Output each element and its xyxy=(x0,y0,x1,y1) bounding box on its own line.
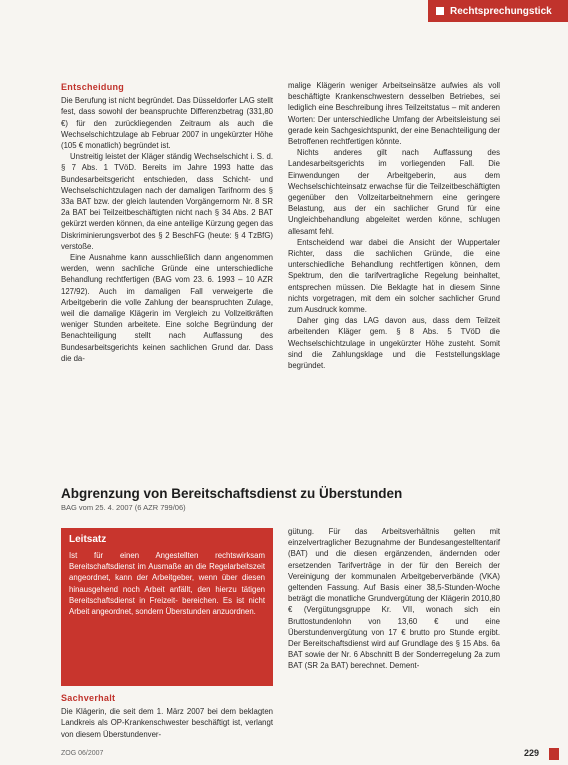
section-tab-label: Rechtsprechungstick xyxy=(450,5,552,17)
paragraph: Eine Ausnahme kann ausschließlich dann angenommen werden, wenn sachliche Gründe eine unterschiedliche Behandlung rechtfertigen (BAG vom 23. 6. 1993 – 10 AZR 127/92). Auch im damaligen Fall verweigerte die Arbeitgeberin die volle Zahlung der beanspruchten Zulage, weil die damalige Klägerin im Vergleich zu Vollzeitkräften weniger Stunden arbeitete. Eine solche Begründung der Benachteiligung stellt nach Auffassung des Bundesarbeitsgerichts keinen sachlichen Grund dar. Dass die da- xyxy=(61,253,273,363)
journal-issue: ZOG 06/2007 xyxy=(61,750,104,757)
page-marker xyxy=(549,748,559,760)
paragraph: malige Klägerin weniger Arbeitseinsätze aufwies als voll beschäftigte Krankenschwestern desselben Betriebes, sei lediglich eine Beschreibung ihres Teilzeitstatus – mit anderen Worten: Der unterschiedliche Umfang der Arbeitsleistung sei gerade kein Sachgesichtspunkt, der eine Benachteiligung der Betroffenen rechtfertigen könnte. xyxy=(288,81,500,147)
paragraph: Die Berufung ist nicht begründet. Das Düsseldorfer LAG stellt fest, dass sowohl der beanspruchte Differenzbetrag (331,80 €) für den zurückliegenden Zeitraum als auch die Wechselschichtzulage ab Februar 2007 in ungekürzter Höhe (105 € monatlich) begründet ist. xyxy=(61,96,273,151)
article-citation: BAG vom 25. 4. 2007 (6 AZR 799/06) xyxy=(61,503,186,512)
leitsatz-label: Leitsatz xyxy=(69,534,107,545)
paragraph: Entscheidend war dabei die Ansicht der Wuppertaler Richter, dass die sachlichen Gründe, die eine unterschiedliche Behandlung rechtfertigen können, dem Spektrum, den die tarifvertragliche Regelung beinhaltet, entsprechen müssen. Die Beklagte hat in diesem Sinne nichts vorgetragen, mit dem ein solcher sachlicher Grund zum Ausdruck komme. xyxy=(288,237,500,315)
paragraph: Die Klägerin, die seit dem 1. März 2007 bei dem beklagten Landkreis als OP-Krankenschwester beschäftigt ist, verlangt von diesem Überstundenver- xyxy=(61,707,273,739)
entscheidung-left-column xyxy=(61,82,273,364)
page-number: 229 xyxy=(524,748,540,758)
paragraph: gütung. Für das Arbeitsverhältnis gelten mit einzelvertraglicher Bezugnahme der Bundesangestelltentarif (BAT) und die diesen ergänzenden, ändernden oder ersetzenden Tarifverträge in der für den Bereich der Vereinigung der kommunalen Arbeitgeberverbände (VKA) geltenden Fassung. Auf Basis einer 38,5-Stunden-Woche beträgt die monatliche Grundvergütung der Klägerin 2010,80 € (Vergütungsgruppe Kr. VII, wonach sich ein Bruttostundenlohn von 13,60 € und eine Überstundenvergütung von 17 € brutto pro Stunde ergibt. Der Bereitschaftsdienst wird auf Grundlage des § 15 Abs. 6a BAT sowie der Nr. 6 Abschnitt B der Sonderregelung 2a zum BAT (SR 2a BAT) berechnet. Dement- xyxy=(288,527,500,671)
paragraph: Unstreitig leistet der Kläger ständig Wechselschicht i. S. d. § 7 Abs. 1 TVöD. Bereits im Jahre 1993 hatte das Bundesarbeitsgericht entschieden, dass Schicht- und Wechselschichtzulagen nach der damaligen Tarifnorm des § 33a BAT bzw. der gleich lautenden Vorgängernorm Nr. 8 SR 2a BAT bei Teilzeitbeschäftigten nicht nach § 34 Abs. 2 BAT gekürzt werden können, da eine anteilige Kürzung gegen das Diskriminierungsverbot des § 2 BeschFG (heute: § 4 TzBfG) verstoße. xyxy=(61,152,273,251)
section-heading: Sachverhalt xyxy=(61,693,116,703)
paragraph: Nichts anderes gilt nach Auffassung des Landesarbeitsgerichts im vorliegenden Fall. Die Einwendungen der Arbeitgeberin, aus dem Wechselschichteinsatz erwachse für die Teilzeitbeschäftigten gegenüber den Vollzeitarbeitnehmern eine geringere Belastung, aus der ein sachlicher Grund für eine Ungleichbehandlung abgeleitet werden könne, schlugen allesamt fehl. xyxy=(288,148,500,236)
leitsatz-text: Ist für einen Angestellten rechtswirksam Bereitschaftsdienst im Ausmaße an die Regelarbeitszeit angeordnet, kann der Arbeitgeber, wenn über diesen hinausgehend noch Arbeit anfällt, den hierzu tätigen Bereitschaftsdienst in Freizeit- bereichen. Es ist nicht Arbeit angeordnet, sondern Überstunden anzuordnen. xyxy=(69,551,265,617)
square-icon xyxy=(436,7,444,15)
sachverhalt-left-column xyxy=(61,693,273,740)
article-title: Abgrenzung von Bereitschaftsdienst zu Überstunden xyxy=(61,486,403,501)
section-heading: Entscheidung xyxy=(61,82,125,92)
section-tab xyxy=(428,0,568,22)
paragraph: Daher ging das LAG davon aus, dass dem Teilzeit arbeitenden Kläger gem. § 8 Abs. 5 TVöD die Wechselschichtzulage in ungekürzter Höhe zusteht. Somit sind die Zahlungsklage und die Feststellungsklage begründet. xyxy=(288,316,500,371)
sachverhalt-right-column xyxy=(288,526,500,672)
entscheidung-right-column xyxy=(288,80,500,371)
leitsatz-box xyxy=(61,528,273,686)
